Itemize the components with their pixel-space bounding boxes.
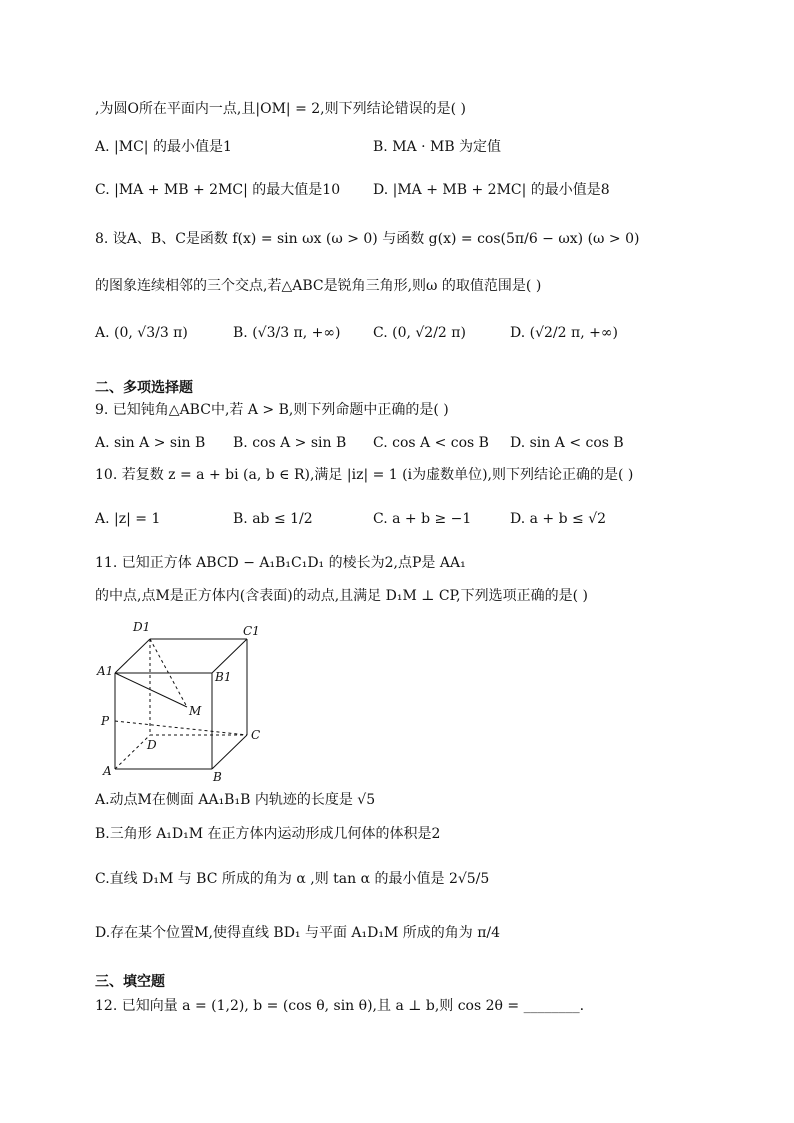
q8-option-a: A. (0, √3/3 π) [95,325,188,341]
q10-option-a: A. |z| = 1 [95,511,161,527]
q9-option-c: C. cos A < cos B [373,435,489,451]
q11-stem-line1: 11. 已知正方体 ABCD − A₁B₁C₁D₁ 的棱长为2,点P是 AA₁ [95,555,466,571]
q9-stem: 9. 已知钝角△ABC中,若 A > B,则下列命题中正确的是( ) [95,402,449,418]
q7-option-a: A. |MC| 的最小值是1 [95,139,232,155]
segment-p-c [115,721,247,735]
q7-option-d: D. |MA + MB + 2MC| 的最小值是8 [373,182,610,198]
q9-option-d: D. sin A < cos B [510,435,624,451]
label-d1: D1 [133,620,151,634]
q7-stem: ,为圆O所在平面内一点,且|OM| = 2,则下列结论错误的是( ) [95,101,466,117]
edge-b1-c1 [212,639,247,673]
label-b1: B1 [215,670,232,684]
label-b: B [213,770,222,784]
edge-a1-d1 [115,639,150,673]
q11-stem-line2: 的中点,点M是正方体内(含表面)的动点,且满足 D₁M ⊥ CP,下列选项正确的是( ) [95,588,588,604]
q8-option-b: B. (√3/3 π, +∞) [233,325,341,341]
q8-option-c: C. (0, √2/2 π) [373,325,466,341]
edge-a-d-hidden [115,735,150,769]
edge-b-c [212,735,247,769]
label-a1: A1 [97,664,114,678]
q8-stem-line2: 的图象连续相邻的三个交点,若△ABC是锐角三角形,则ω 的取值范围是( ) [95,278,542,294]
q11-option-b: B.三角形 A₁D₁M 在正方体内运动形成几何体的体积是2 [95,826,441,842]
segment-a1-m [115,673,187,707]
q10-option-b: B. ab ≤ 1/2 [233,511,313,527]
q11-option-d: D.存在某个位置M,使得直线 BD₁ 与平面 A₁D₁M 所成的角为 π/4 [95,925,501,941]
label-a: A [103,764,112,778]
q10-stem: 10. 若复数 z = a + bi (a, b ∈ R),满足 |iz| = 1 (i为虚数单位),则下列结论正确的是( ) [95,467,634,483]
q9-option-b: B. cos A > sin B [233,435,347,451]
section-heading-fill-in: 三、填空题 [95,974,165,990]
q11-option-a: A.动点M在侧面 AA₁B₁B 内轨迹的长度是 √5 [95,792,376,808]
q8-stem-line1: 8. 设A、B、C是函数 f(x) = sin ωx (ω > 0) 与函数 g(x) = cos(5π/6 − ωx) (ω > 0) [95,231,640,247]
q10-option-d: D. a + b ≤ √2 [510,511,607,527]
q12-stem: 12. 已知向量 a = (1,2), b = (cos θ, sin θ),且 a ⊥ b,则 cos 2θ = ________. [95,998,585,1014]
q7-option-b: B. MA · MB 为定值 [373,139,502,155]
cube-figure [95,615,275,785]
label-d: D [147,738,157,752]
q8-option-d: D. (√2/2 π, +∞) [510,325,618,341]
q11-option-c: C.直线 D₁M 与 BC 所成的角为 α ,则 tan α 的最小值是 2√5/5 [95,871,490,887]
q9-option-a: A. sin A > sin B [95,435,206,451]
section-heading-multiple-choice: 二、多项选择题 [95,380,193,396]
label-c1: C1 [243,624,260,638]
q7-option-c: C. |MA + MB + 2MC| 的最大值是10 [95,182,341,198]
label-p: P [101,714,110,728]
label-c: C [251,728,261,742]
q10-option-c: C. a + b ≥ −1 [373,511,472,527]
label-m: M [189,704,202,718]
